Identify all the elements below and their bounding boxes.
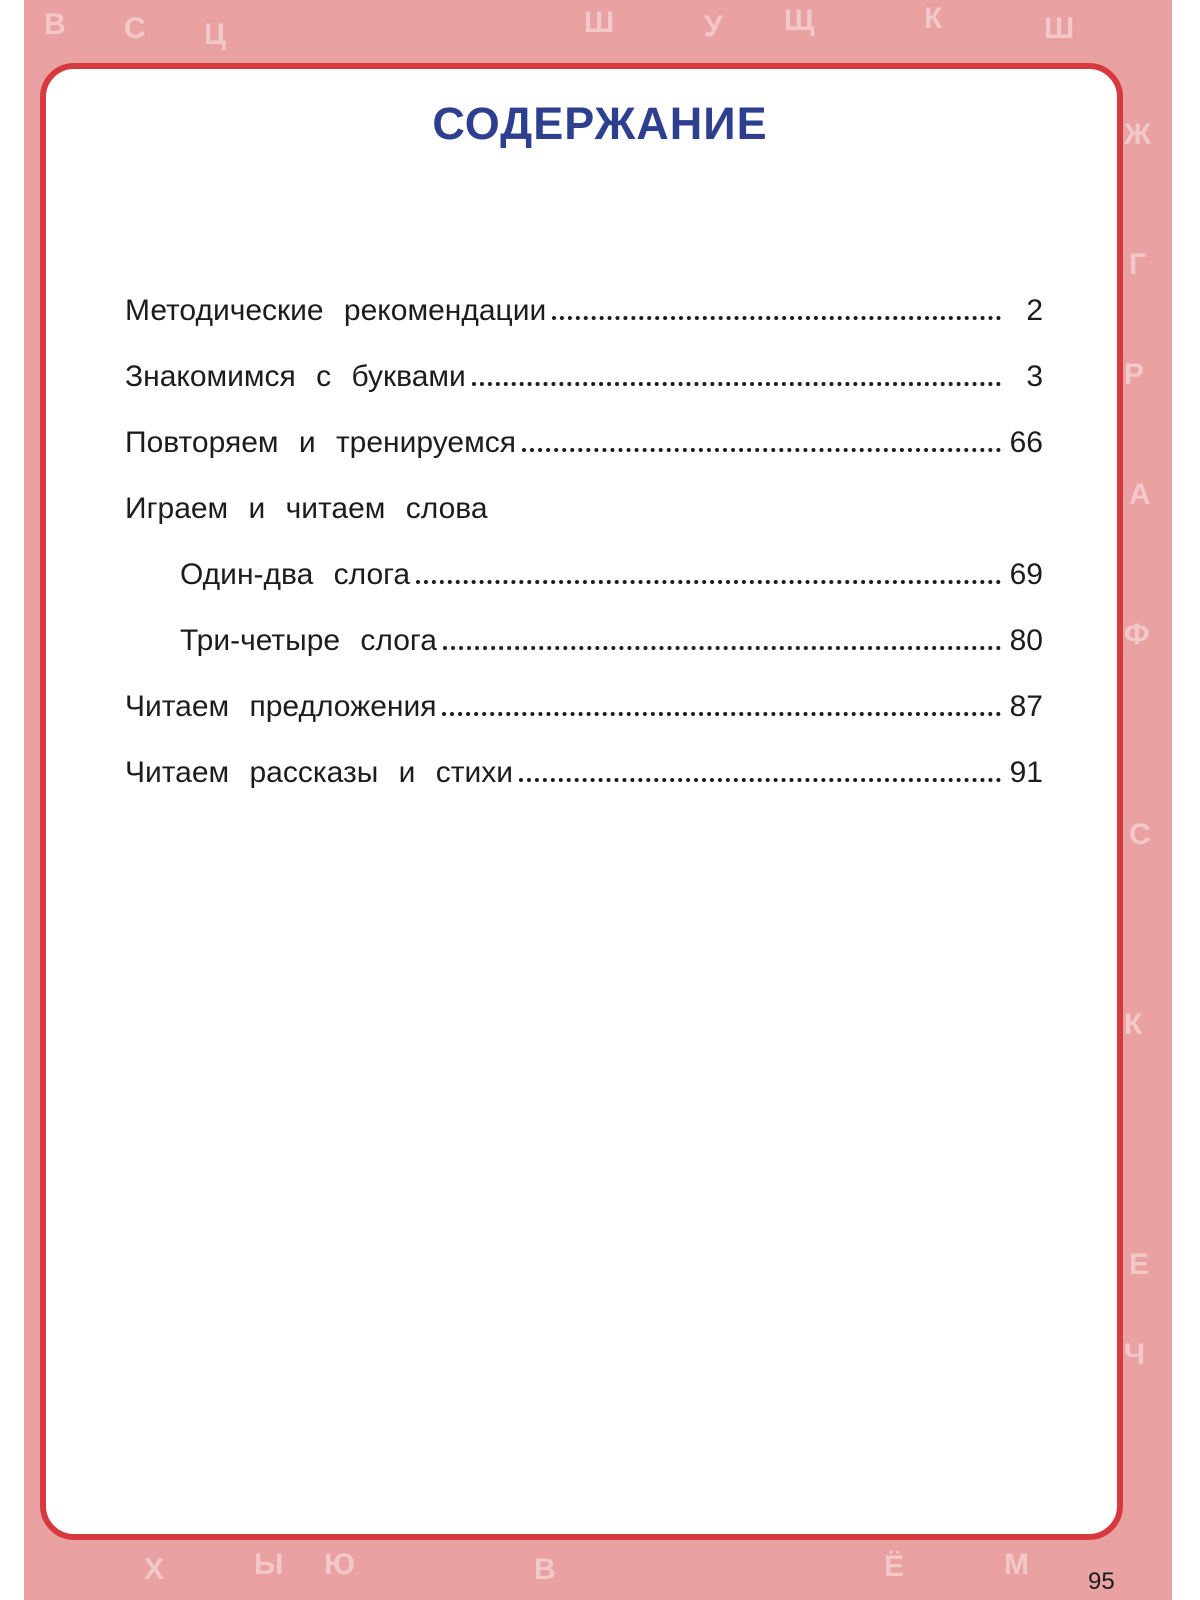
toc-entry (125, 420, 1043, 460)
bg-letter: А (1129, 478, 1151, 511)
bg-letter: Ё (884, 1550, 905, 1583)
toc-entry (180, 618, 1043, 658)
content-frame (40, 63, 1123, 1540)
toc-entry (180, 552, 1043, 592)
bg-letter: Е (1129, 1248, 1150, 1281)
toc-entry-label: Один-два слога (180, 558, 411, 591)
toc-entry-label: Знакомимся с буквами (125, 360, 466, 393)
page-number: 95 (1088, 1568, 1115, 1595)
bg-letter: В (534, 1553, 556, 1586)
toc-entry (125, 684, 1043, 724)
toc-leader-dots (442, 712, 1001, 716)
toc-leader-dots (416, 580, 1001, 584)
toc-leader-dots (552, 316, 1001, 320)
bg-letter: К (1124, 1008, 1143, 1041)
toc-entry-label: Читаем рассказы и стихи (125, 756, 513, 789)
toc-entry-page: 3 (1026, 360, 1043, 393)
bg-letter: Ш (584, 6, 615, 39)
toc-leader-dots (443, 646, 1001, 650)
toc-entry (125, 486, 1043, 526)
bg-letter: У (704, 10, 723, 43)
toc-entry (125, 288, 1043, 328)
toc-entry-label: Повторяем и тренируемся (125, 426, 516, 459)
toc-leader-dots (472, 382, 1001, 386)
bg-letter: Ы (254, 1548, 284, 1581)
bg-letter: Ш (1044, 12, 1075, 45)
bg-letter: В (44, 8, 66, 41)
toc-leader-dots (522, 448, 1001, 452)
toc-entry-label: Читаем предложения (125, 690, 437, 723)
bg-letter: Ф (1124, 618, 1150, 651)
bg-letter: Х (144, 1553, 165, 1586)
page-title: СОДЕРЖАНИЕ (432, 98, 768, 149)
bg-letter: С (1129, 818, 1151, 851)
bg-letter: Г (1129, 248, 1147, 281)
bg-letter: Ю (324, 1548, 355, 1581)
toc-entry-label: Методические рекомендации (125, 294, 547, 327)
toc-entry (125, 354, 1043, 394)
bg-letter: М (1004, 1548, 1029, 1581)
bg-letter: К (924, 2, 943, 35)
bg-letter: Р (1124, 358, 1145, 391)
toc-entry-page: 91 (1009, 756, 1043, 789)
bg-letter: С (124, 12, 146, 45)
bg-letter: Ч (1124, 1338, 1146, 1371)
toc-entry-page: 69 (1009, 558, 1043, 591)
toc-entry-label: Три-четыре слога (180, 624, 437, 657)
toc-leader-dots (519, 778, 1001, 782)
toc-entry-label: Играем и читаем слова (125, 492, 488, 525)
bg-letter: Щ (784, 4, 815, 37)
bg-letter: Ц (204, 18, 226, 51)
bg-letter: Ж (1124, 118, 1152, 151)
toc-entry-page: 80 (1009, 624, 1043, 657)
toc-entry-page: 66 (1009, 426, 1043, 459)
toc-entry (125, 750, 1043, 790)
toc-entry-page: 87 (1009, 690, 1043, 723)
toc-entry-page: 2 (1026, 294, 1043, 327)
